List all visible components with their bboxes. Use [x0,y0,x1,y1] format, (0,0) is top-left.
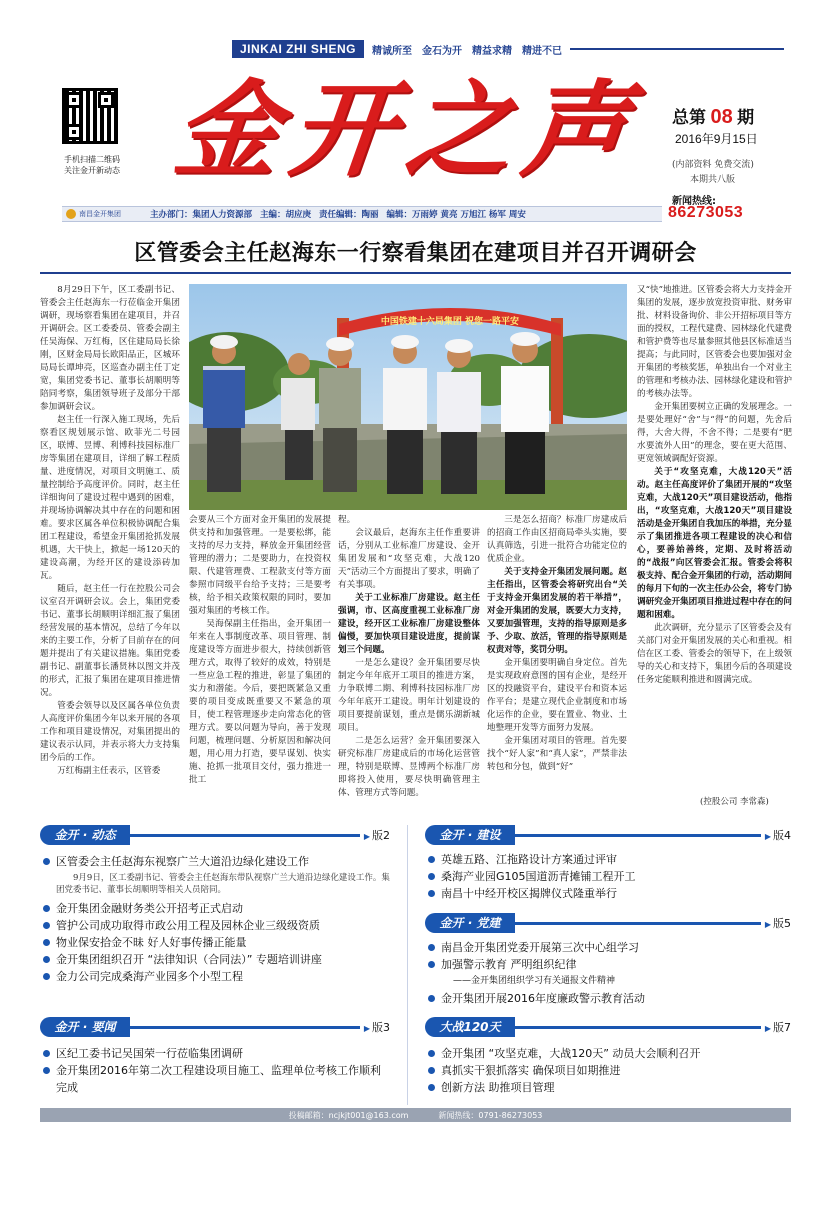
article-paragraph: 金开集团要树立正确的发展理念。一是要处理好“舍”与“得”的问题，先舍后得，大舍大得，不舍不得；二是要有“肥水要流外人田”的理念，要在更大范围、更宽领域调配好资源。 [637,402,792,464]
pages-note: 本期共八版 [690,175,736,185]
article-subheading: 关于支持金开集团发展问题。赵主任指出，区管委会将研究出台“关于支持金开集团发展的若干举措”，对金开集团的发展，既要大力支持，又要加强管理，支持的指导原则是多予、少取、放活，管理的指导原则是权责对等，奖罚分明。 [487,567,627,655]
section-tag: 金开 · 要闻 [40,1017,130,1037]
article-paragraph: 二是怎么运营？金开集团要深入研究标准厂房建成后的市场化运营管理，特别是联博、昱博两个标准厂房即将投入使用，要尽快明确管理主体、管理方式等问题。 [338,736,480,798]
article-paragraph: 赵主任一行深入施工现场，先后察看区规划展示馆、欧菲光二号园区，联博、昱博、利博科技园标准厂房等集团在建项目，详细了解工程质量、进度情况，对项目文明施工、质量控制给予高度评价。同时，赵主任详细询问了建设过程中遇到的困难，并现场协调解决其中存在的问题和困难。要求区属各单位积极协调配合集团工程建设，希望金开集团抢抓发展机遇，大干快上，掀起一场120天的建设高潮，为经开区的建设添砖加瓦。 [40,415,180,581]
index-subtitle: ——金开集团组织学习有关通报文件精神 [453,976,616,986]
staff-item: 主办部门：集团人力资源部 [150,210,253,220]
index-item[interactable]: 南昌金开集团党委开展第三次中心组学习 [425,939,791,956]
hotline-label: 新闻热线: [672,196,716,207]
company-brand [62,209,142,219]
staff-item: 主编：胡应庚 [260,210,312,220]
article-subheading: 关于工业标准厂房建设。赵主任强调，市、区高度重视工业标准厂房建设，经开区工业标准厂房建设整体偏慢，要加快项目建设进度，提前谋划三个问题。 [338,593,480,655]
section-line [130,1026,360,1029]
index-list [425,1045,791,1096]
qr-caption [46,154,138,176]
article-paragraph: 会要从三个方面对金开集团的发展提供支持和加强管理。一是要松绑，能支持的尽力支持，释放金开集团经营管理的潜力；二是要助力，在投资权限、代建管理费、工程款支付等方面参照市同级平台给予支持；三是要考核，给予相关政策权限的同时，要加强对集团的考核工作。 [189,515,331,616]
article-headline: 区管委会主任赵海东一行察看集团在建项目并召开调研会 [134,241,697,266]
article-byline: (控股公司 李常森) [700,797,769,807]
motto: 精诚所至 [372,45,413,57]
index-section-dynamics [40,825,390,985]
index-item[interactable]: 加强警示教育 严明组织纪律 [425,956,791,973]
section-page-link[interactable]: ▶ 版3 [364,1019,390,1035]
index-item[interactable]: 金力公司完成桑海产业园多个小型工程 [40,968,390,985]
footer-bar [40,1108,791,1122]
index-item[interactable]: 桑海产业园G105国道沥青摊铺工程开工 [425,868,791,885]
issue-number [672,103,792,129]
index-list [40,1045,390,1096]
qr-code-icon [62,88,118,144]
company-brand-name: 南昌金开集团 [79,210,121,218]
section-tag: 金开 · 党建 [425,913,515,933]
article-paragraph: 此次调研，充分显示了区管委会及有关部门对金开集团发展的关心和重视。相信在区工委、管委会的领导下，在上级领导的关心和支持下，集团今后的各项建设任务定能顺利推进和圆满完成。 [637,623,792,685]
index-section-news [40,1017,390,1096]
issue-label-suffix: 期 [737,108,755,127]
english-name: JINKAI ZHI SHENG [232,40,364,58]
article-subheading: 关于“攻坚克难，大战120天”活动。赵主任高度评价了集团开展的“攻坚克难，大战120天”项目建设活动，他指出，“攻坚克难，大战120天”项目建设活动是金开集团自我加压的举措，充分显示了集团推进各项工程建设的决心和信心，要善始善终，定期、及时将活动的“战报”向区管委会汇报。管委会将积极支持、配合金开集团的行动，活动期间的每月下旬的一次主任办公会，将专门协调研究金开集团项目推进过程中存在的问题和困难。 [637,467,792,620]
footer-hotline: 新闻热线：0791-86273053 [438,1110,543,1120]
masthead-top-bar [232,40,784,58]
article-paragraph: 8月29日下午，区工委副书记、管委会主任赵海东一行莅临金开集团调研，现场察看集团在建项目，并召开调研会。区工委委员、管委会副主任吴海保、万红梅，区住建局局长徐刚，区财金局局长欧阳品正，区城环局局长谭坤亮，区巡查办副主任丁定宽，集团党委书记、董事长胡顺明等陪同考察，集团领导班子及部分干部参加调研会议。 [40,285,180,412]
newspaper-logo: 金开之声 [168,68,646,191]
article-paragraph: 会议最后，赵海东主任作重要讲话，分别从工业标准厂房建设、金开集团发展和“攻坚克难，大战120天”活动三个方面提出了要求，明确了有关事项。 [338,528,480,590]
section-tag: 金开 · 建设 [425,825,515,845]
staff-bar [62,206,662,222]
article-paragraph: 随后，赵主任一行在控股公司会议室召开调研会议。会上，集团党委书记、董事长胡顺明详细汇报了集团经营发展的基本情况，总结了今年以来的主要工作，分析了目前存在的问题并提出了有关建议措施。集团党委副书记、副董事长潘贤林以图文并茂的形式，汇报了集团在建项目推进情况。 [40,584,180,698]
index-item[interactable]: 金开集团金融财务类公开招考正式启动 [40,900,390,917]
motto: 精益求精 [472,45,513,57]
hotline-number: 86273053 [668,204,744,221]
index-list [425,851,791,902]
section-tag: 金开 · 动态 [40,825,130,845]
photo-banner-text: 中国铁建十六局集团 祝您一路平安 [380,317,520,327]
index-item[interactable]: 管护公司成功取得市政公用工程及园林企业三级级资质 [40,917,390,934]
article-paragraph: 管委会领导以及区属各单位负责人高度评价集团今年以来开展的各项工作和项目建设情况，对集团提出的建议表示认同，并表示将大力支持集团今后的工作。 [40,701,180,763]
index-item[interactable]: 金开集团2016年第二次工程建设项目施工、监理单位考核工作顺利完成 [40,1062,390,1096]
staff-item: 编辑：万雨婷 黄亮 万旭江 杨军 周安 [386,210,526,220]
section-line [515,834,761,837]
article-column-4 [487,514,627,810]
footer-email[interactable]: 投稿邮箱：ncjkjt001@163.com [288,1110,409,1120]
article-paragraph: 又“快”地推进。区管委会将大力支持金开集团的发展，逐步放宽投资审批、财务审批、材料设备询价、非公开招标项目等方面的授权，工程代建费、园林绿化代建费和管护费等也尽量参照其他县区标准适当提高；与此同时，区管委会也要加强对金开集团的考核奖惩，单独出台一个对业主的管理和考核办法、园林绿化建设和管护的考核办法等。 [637,285,792,399]
article-paragraph: 金开集团要明确自身定位。首先是实现政府意图的国有企业，是经开区的投融资平台，建设平台和资本运作平台；是建立现代企业制度和市场化运作的企业，要在置业、物业、土地整理开发等方面努力发展。 [487,658,627,733]
news-photo-illustration [189,284,627,510]
article-column-3 [338,514,480,810]
motto: 金石为开 [422,45,463,57]
qr-caption-line: 关注金开新动态 [64,166,120,175]
section-header [425,913,791,933]
index-item[interactable]: 真抓实干狠抓落实 确保项目如期推进 [425,1062,791,1079]
section-header [40,825,390,845]
article-paragraph: 万红梅副主任表示，区管委 [57,766,161,776]
article-paragraph: 程。 [338,515,356,525]
index-section-120-days [425,1017,791,1096]
article-paragraph: 一是怎么建设？金开集团要尽快制定今年年底开工项目的推进方案，力争联博二期、利博科技园标准厂房今年年底开工建设。明年计划建设的项目要提前谋划，重点是儒乐湖新城项目。 [338,658,480,733]
index-item[interactable]: 英雄五路、江拖路设计方案通过评审 [425,851,791,868]
section-page-link[interactable]: ▶ 版7 [765,1019,791,1035]
article-paragraph: 三是怎么招商？标准厂房建成后的招商工作由区招商局牵头实施，要认真筛选，引进一批符合功能定位的优质企业。 [487,515,627,564]
index-section-party [425,913,791,1007]
issue-label: 总第 [672,108,706,127]
index-item[interactable]: 金开集团开展2016年度廉政警示教育活动 [425,990,791,1007]
top-rule [570,48,784,50]
index-list [425,939,791,1007]
motto: 精进不已 [522,45,563,57]
section-tag: 大战120天 [425,1017,515,1037]
index-item[interactable]: 区纪工委书记吴国荣一行莅临集团调研 [40,1045,390,1062]
index-summary: 9月9日，区工委副书记、管委会主任赵海东带队视察广兰大道沿边绿化建设工作。集团党委书记、董事长胡顺明等相关人员陪同。 [56,873,390,895]
article-paragraph: 金开集团对项目的管理。首先要找个“好人家”和“真人家”，严禁非法转包和分包，做到“好” [487,736,627,772]
qr-caption-line: 手机扫描二维码 [64,155,120,164]
article-column-1 [40,284,180,810]
index-item[interactable]: 物业保安拾金不昧 好人好事传播正能量 [40,934,390,951]
index-item[interactable]: 金开集团组织召开 “法律知识（合同法）” 专题培训讲座 [40,951,390,968]
section-header [40,1017,390,1037]
index-item[interactable]: 南昌十中经开校区揭牌仪式隆重举行 [425,885,791,902]
index-divider [407,825,408,1105]
section-page-link[interactable]: ▶ 版2 [364,827,390,843]
company-logo-icon [66,209,76,219]
index-list [40,853,390,985]
section-page-link[interactable]: ▶ 版4 [765,827,791,843]
motto-list [372,42,562,57]
internal-note: (内部资料 免费交流) [672,160,754,170]
index-section-construction [425,825,791,902]
index-item[interactable]: 金开集团 “攻坚克难，大战120天” 动员大会顺利召开 [425,1045,791,1062]
issue-value: 08 [710,106,733,128]
section-header [425,1017,791,1037]
article-column-5 [637,284,792,810]
section-page-link[interactable]: ▶ 版5 [765,915,791,931]
section-line [515,922,761,925]
news-photo [189,284,627,510]
section-line [130,834,360,837]
article-paragraph: 吴海保副主任指出，金开集团一年来在人事制度改革、项目管理、制度建设等方面进步很大，持续创新管理方式，取得了较好的成效，特别是一些应急工程的推进，彰显了集团的实力和潜能。今后，要把既紧急又重要的项目变成既重要又不紧急的项目，使工程管理逐步走向常态化的管理方式。要以问题为导向，善于发现问题，梳理问题、分析原因和解决问题，用心用力打造，要早谋划、快实施、抢抓一批项目交付，强力推进一批工 [189,619,331,785]
headline-rule [40,272,791,274]
section-header [425,825,791,845]
index-item[interactable]: 区管委会主任赵海东视察广兰大道沿边绿化建设工作 [40,853,390,870]
staff-item: 责任编辑：陶丽 [319,210,379,220]
article-column-2 [189,514,331,810]
index-item[interactable]: 创新方法 助推项目管理 [425,1079,791,1096]
issue-date: 2016年9月15日 [675,132,758,146]
section-line [515,1026,761,1029]
